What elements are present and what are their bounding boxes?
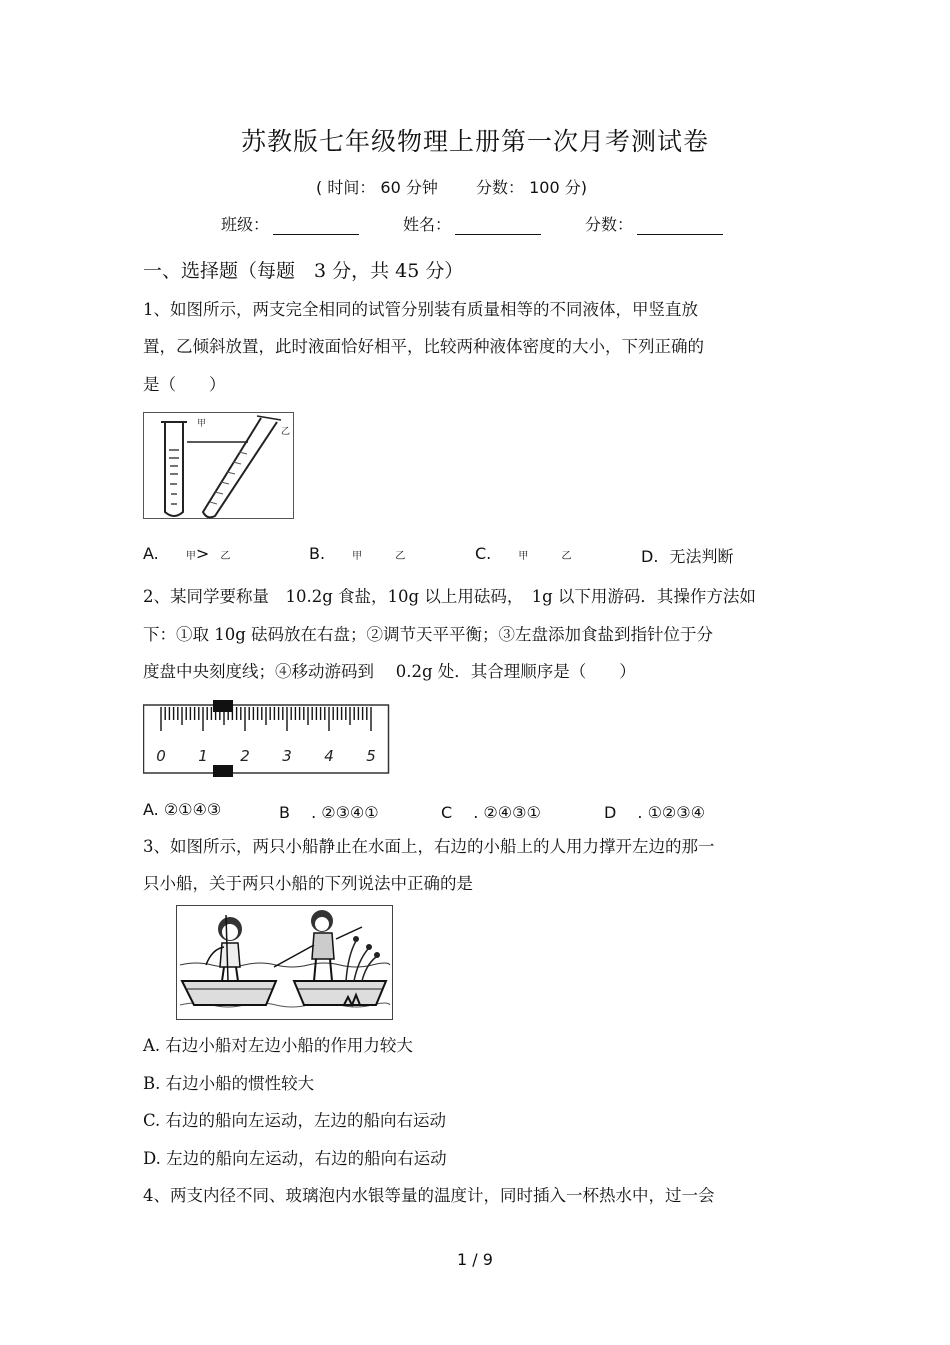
boats-figure: [176, 905, 394, 1021]
class-field: [221, 212, 359, 235]
test-tube-figure: [143, 412, 295, 520]
q3-line-2: 只小船，关于两只小船的下列说法中正确的是: [143, 874, 473, 893]
q1-option-a[interactable]: A. 甲> 乙: [143, 544, 231, 563]
scale-label: 3: [282, 747, 292, 765]
q2-line-3: 度盘中央刻度线；④移动游码到 0.2g 处．其合理顺序是（ ）: [143, 662, 636, 681]
q3-option-d[interactable]: D. 左边的船向左运动，右边的船向右运动: [143, 1149, 447, 1168]
class-blank[interactable]: [273, 218, 359, 235]
fig-label-yi: 乙: [281, 427, 291, 437]
q1-option-d[interactable]: D. 无法判断: [641, 547, 734, 566]
q2-option-d[interactable]: D . ①②③④: [604, 803, 705, 822]
class-label: 班级：: [221, 215, 270, 234]
q3-line-1: 3、如图所示，两只小船静止在水面上，右边的小船上的人用力撑开左边的那一: [143, 837, 715, 856]
rider-scale-figure: [143, 697, 391, 781]
q1-line-3: 是（ ）: [143, 375, 226, 394]
q1-line-1: 1、如图所示，两支完全相同的试管分别装有质量相等的不同液体，甲竖直放: [143, 300, 698, 319]
name-blank[interactable]: [455, 218, 541, 235]
q3-option-a[interactable]: A. 右边小船对左边小船的作用力较大: [143, 1036, 413, 1055]
page-title: 苏教版七年级物理上册第一次月考测试卷: [240, 127, 709, 156]
q2-option-a[interactable]: A. ②①④③: [143, 800, 222, 819]
scale-label: 5: [366, 747, 376, 765]
q2-option-c[interactable]: C . ②④③①: [441, 803, 541, 822]
name-label: 姓名：: [403, 215, 452, 234]
q1-option-c[interactable]: C. 甲 乙: [475, 544, 572, 563]
score-label: 分数：: [585, 215, 634, 234]
rider-bottom: [213, 765, 233, 777]
section-heading: 一、选择题（每题 3 分，共 45 分）: [143, 260, 464, 282]
exam-time: ( 时间： 60 分钟: [316, 178, 438, 197]
scale-ticks: [161, 707, 371, 731]
q3-option-c[interactable]: C. 右边的船向左运动，左边的船向右运动: [143, 1111, 447, 1130]
q4-line-1: 4、两支内径不同、玻璃泡内水银等量的温度计，同时插入一杯热水中，过一会: [143, 1186, 715, 1205]
q2-line-2: 下：①取 10g 砝码放在右盘；②调节天平平衡；③左盘添加食盐到指针位于分: [143, 625, 714, 644]
scale-label: 4: [324, 747, 334, 765]
score-field: [585, 212, 723, 235]
scale-label: 0: [156, 747, 166, 765]
q2-line-1: 2、某同学要称量 10.2g 食盐，10g 以上用砝码， 1g 以下用游码．其操作方法如: [143, 587, 756, 606]
q2-option-b[interactable]: B . ②③④①: [279, 803, 379, 822]
scale-label: 2: [240, 747, 250, 765]
fig-label-jia: 甲: [197, 419, 207, 429]
q3-option-b[interactable]: B. 右边小船的惯性较大: [143, 1074, 315, 1093]
rider-top: [213, 700, 233, 712]
q1-option-b[interactable]: B. 甲 乙: [309, 544, 406, 563]
page-number: 1 / 9: [457, 1250, 493, 1269]
score-blank[interactable]: [637, 218, 723, 235]
name-field: [403, 212, 541, 235]
q1-line-2: 置，乙倾斜放置，此时液面恰好相平，比较两种液体密度的大小，下列正确的: [143, 337, 704, 356]
scale-label: 1: [198, 747, 208, 765]
exam-score: 分数： 100 分): [476, 178, 587, 197]
